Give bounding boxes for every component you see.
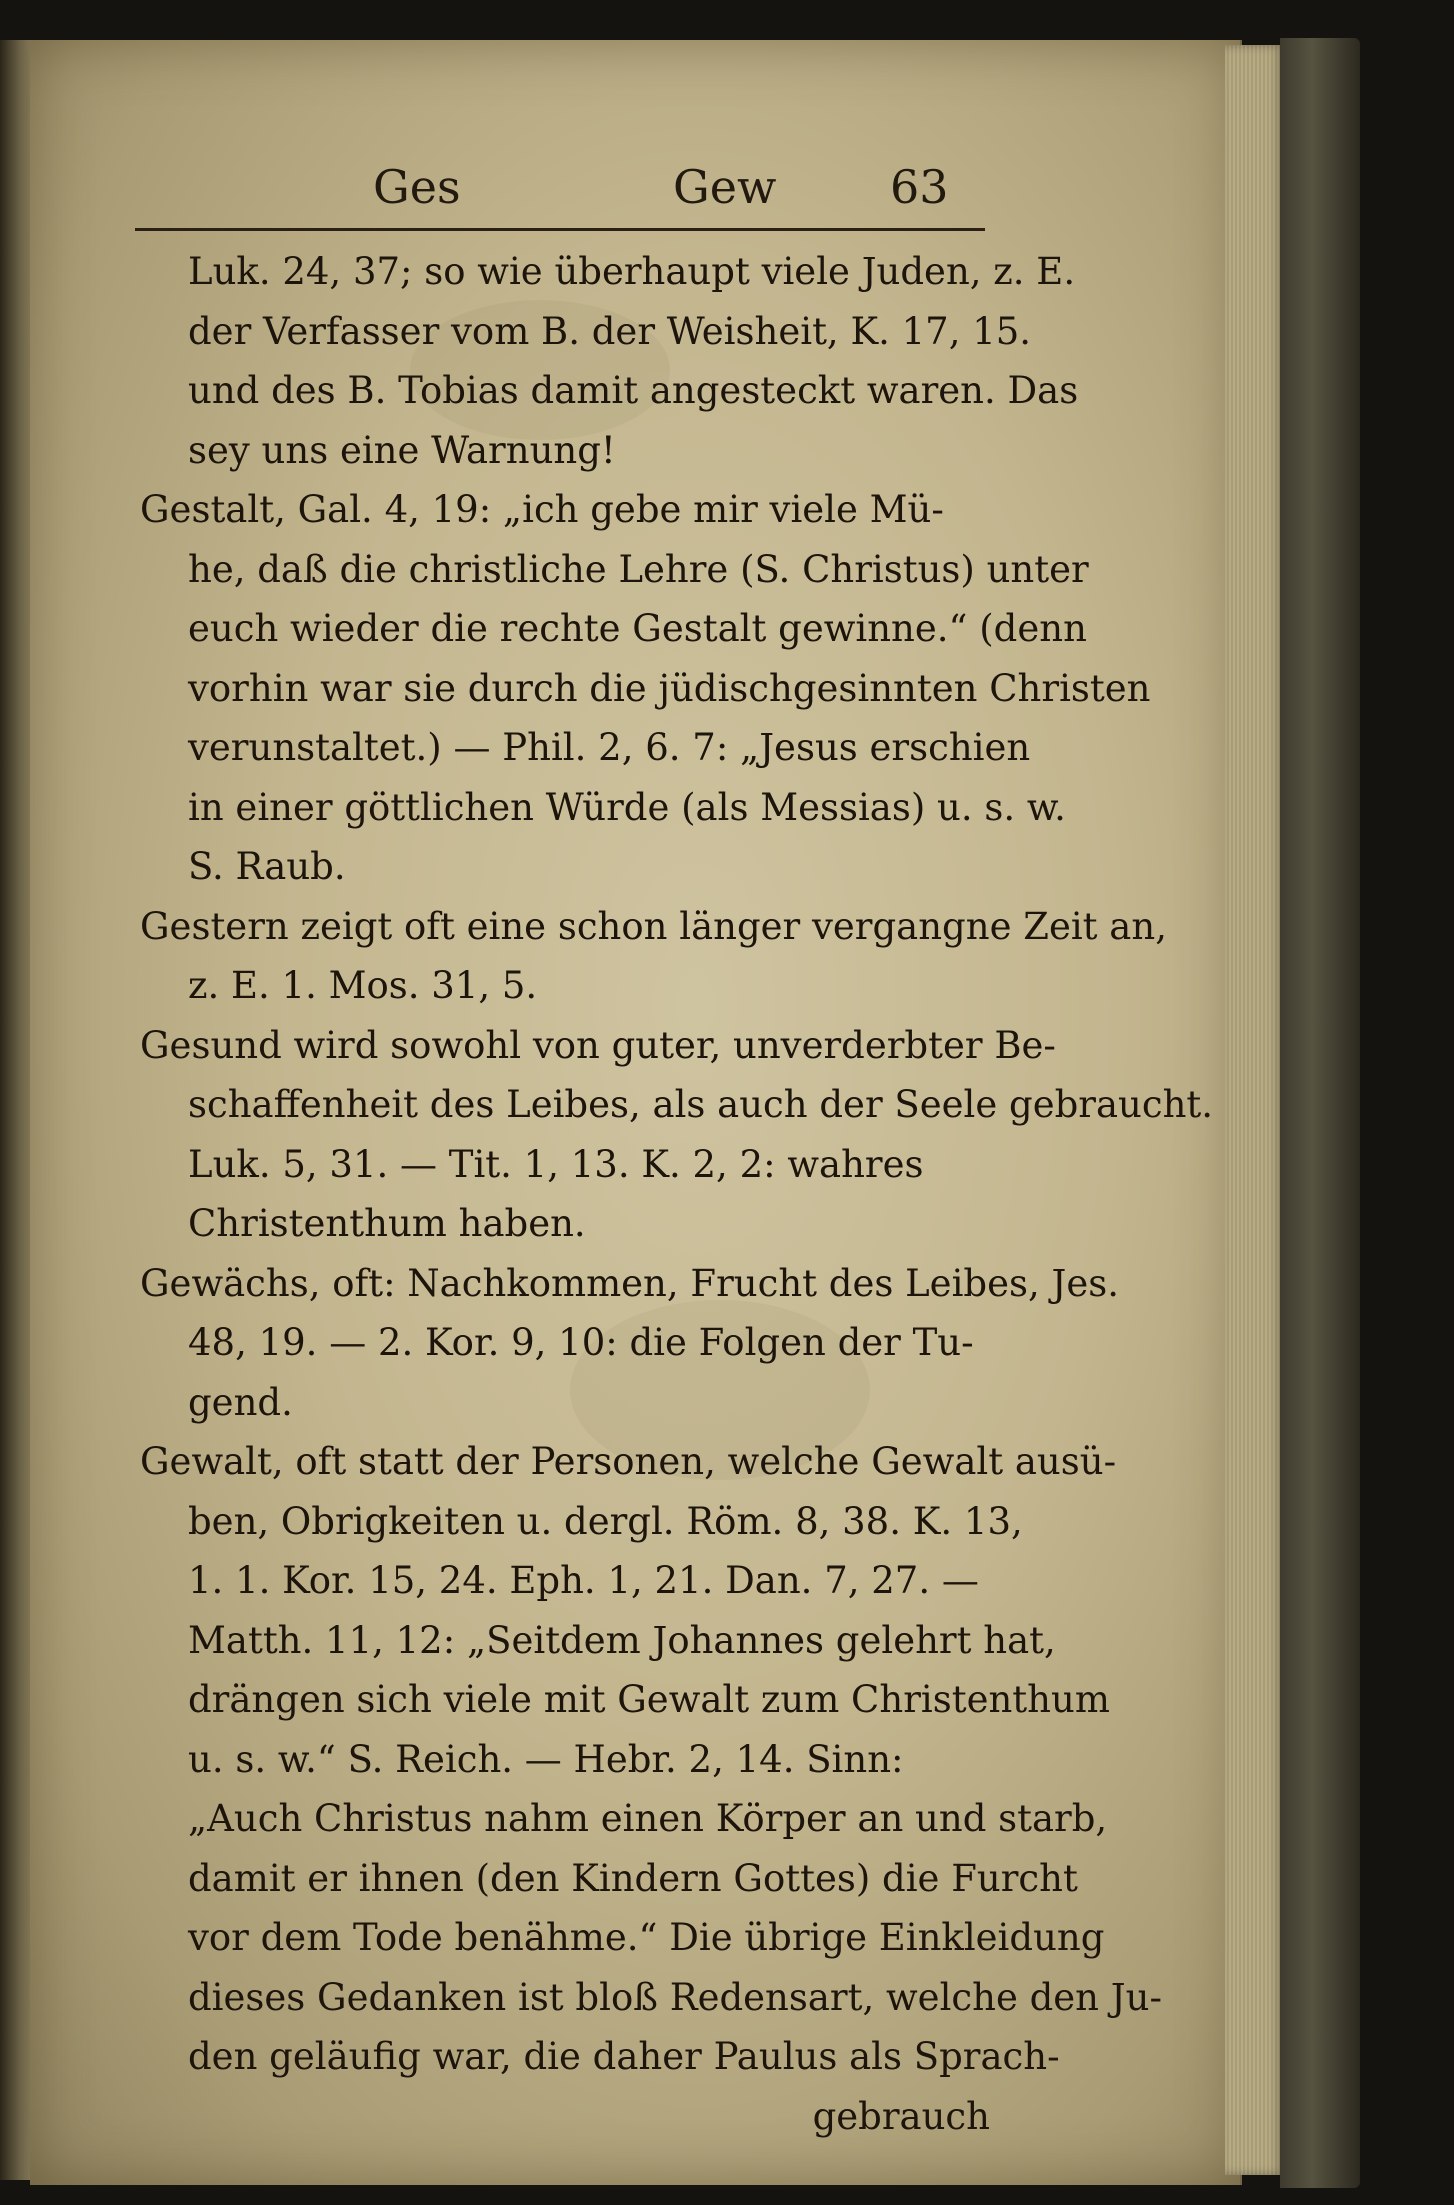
text-line: 1. 1. Kor. 15, 24. Eph. 1, 21. Dan. 7, 27. — [188,1559,979,1602]
text-line: sey uns eine Warnung! [188,428,616,472]
text-line: Gesund wird sowohl von guter, unverderbter Be- [140,1023,1056,1067]
text-line: verunstaltet.) — Phil. 2, 6. 7: „Jesus erschien [188,726,1031,769]
text-line: vorhin war sie durch die jüdischgesinnten Christen [188,666,1151,710]
text-line: Gewächs, oft: Nachkommen, Frucht des Leibes, Jes. [140,1261,1119,1305]
text-line: gebrauch [812,2094,990,2138]
text-line: 48, 19. — 2. Kor. 9, 10: die Folgen der Tu- [188,1321,974,1364]
header-rule [135,228,985,231]
text-line: schaffenheit des Leibes, als auch der Seele gebraucht. [188,1083,1214,1126]
text-line: Gewalt, oft statt der Personen, welche Gewalt ausü- [140,1440,1117,1483]
text-line: damit er ihnen (den Kindern Gottes) die Furcht [188,1856,1078,1900]
text-line: ben, Obrigkeiten u. dergl. Röm. 8, 38. K. 13, [188,1499,1023,1543]
text-line: „Auch Christus nahm einen Körper an und starb, [188,1797,1108,1840]
text-line: Gestern zeigt oft eine schon länger vergangne Zeit an, [140,904,1167,948]
page-block-edges [1225,45,1285,2175]
running-header [140,160,985,220]
text-line: Matth. 11, 12: „Seitdem Johannes gelehrt hat, [188,1618,1056,1662]
text-line: den geläufig war, die daher Paulus als Sprach- [188,2035,1060,2078]
text-line: Christenthum haben. [188,1202,586,1245]
text-line: z. E. 1. Mos. 31, 5. [188,964,538,1007]
text-line: dieses Gedanken ist bloß Redensart, welche den Ju- [188,1975,1162,2019]
book-cover-edge [1280,38,1360,2188]
text-line: Luk. 5, 31. — Tit. 1, 13. K. 2, 2: wahres [188,1142,924,1186]
text-line: Luk. 24, 37; so wie überhaupt viele Juden, z. E. [188,250,1076,293]
text-line: S. Raub. [188,845,346,888]
text-line: euch wieder die rechte Gestalt gewinne.“ (denn [188,607,1087,650]
text-line: gend. [188,1380,293,1424]
text-line: drängen sich viele mit Gewalt zum Christenthum [188,1678,1110,1721]
header-right-keyword: Gew [673,160,777,214]
text-line: vor dem Tode benähme.“ Die übrige Einkleidung [188,1916,1105,1959]
text-body [140,242,1214,2146]
text-line: he, daß die christliche Lehre (S. Christus) unter [188,547,1089,591]
text-line: und des B. Tobias damit angesteckt waren. Das [188,369,1079,412]
text-line: der Verfasser vom B. der Weisheit, K. 17, 15. [188,309,1032,353]
header-left-keyword: Ges [373,160,461,214]
text-line: in einer göttlichen Würde (als Messias) u. s. w. [188,785,1066,829]
text-line: Gestalt, Gal. 4, 19: „ich gebe mir viele Mü- [140,488,944,531]
text-line: u. s. w.“ S. Reich. — Hebr. 2, 14. Sinn: [188,1737,904,1781]
page-number: 63 [890,160,949,214]
